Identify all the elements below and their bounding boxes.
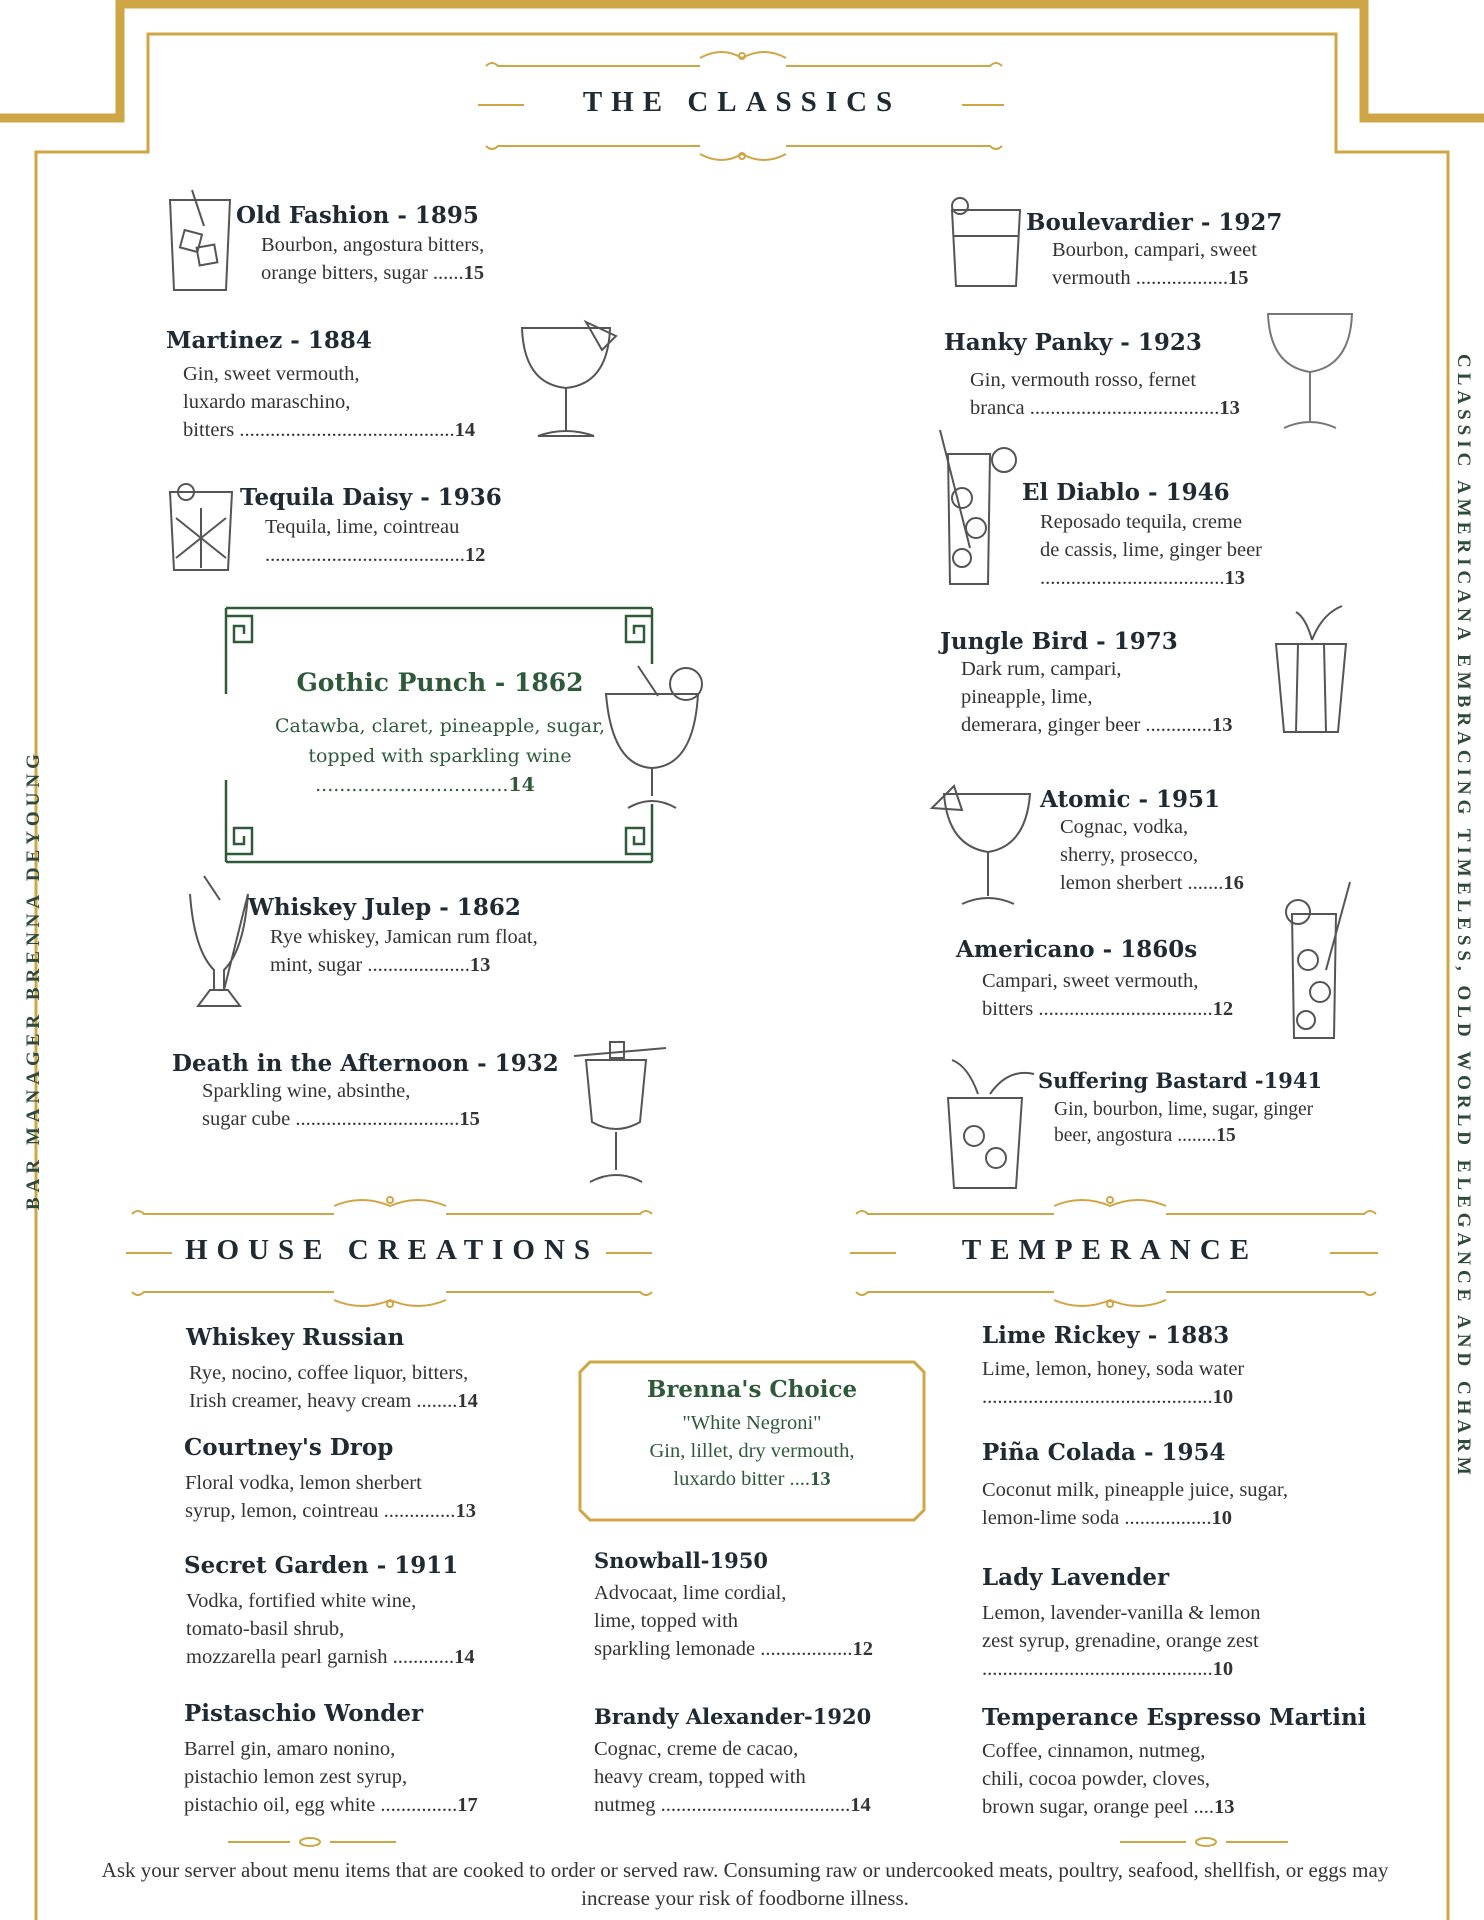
classics-item [944,329,1240,422]
item-year: - 1954 [1135,1439,1226,1466]
item-price: 13 [1214,1796,1235,1818]
item-name: Whiskey Julep [248,894,432,921]
item-price: 12 [1212,998,1234,1020]
item-price: 16 [1223,872,1244,894]
bar-manager-credit: BAR MANAGER BRENNA DEYOUNG [23,749,44,1210]
item-name: Death in the Afternoon [172,1050,470,1077]
house-item [184,1434,476,1525]
item-name: Pistaschio Wonder [184,1700,424,1727]
item-year: - 1932 [469,1050,559,1077]
item-name: Atomic [1040,786,1131,813]
featured-name: Gothic Punch - 1862 [296,668,584,697]
classics-item [248,894,538,979]
cocktail-coupe-icon [928,780,1038,910]
classics-item [172,1050,559,1133]
item-year: - 1973 [1088,628,1178,655]
item-name: Boulevardier [1026,209,1193,236]
item-description: Rye, nocino, coffee liquor, bitters, Irish creamer, heavy cream ........ [189,1362,469,1412]
julep-cup-icon [1268,604,1354,740]
section-title-classics: THE CLASSICS [582,86,902,118]
cut-glass-icon [166,478,236,576]
item-description: Reposado tequila, creme de cassis, lime, ginger beer .................................... [1040,511,1263,589]
item-price: 10 [1212,1386,1234,1408]
footer-disclaimer: Ask your server about menu items that are cooked to order or served raw. Consuming raw or undercooked meats, poultry, seafood, shellfish, or eggs may increase your risk of foodborne illness. [101,1858,1389,1910]
highball-glass-icon [934,428,1020,592]
item-year: - 1895 [389,202,479,229]
item-name: Tequila Daisy [240,484,413,511]
item-price: 14 [850,1794,871,1816]
classics-item [940,628,1233,739]
tagline: CLASSIC AMERICANA EMBRACING TIMELESS, OLD WORLD ELEGANCE AND CHARM [1453,354,1474,1480]
item-description: Lemon, lavender-vanilla & lemon zest syrup, grenadine, orange zest ............................................. [982,1602,1261,1680]
featured-dots: ................................ [315,774,509,796]
item-price: 15 [459,1108,480,1130]
temperance-item [982,1439,1288,1532]
choice-price: 13 [810,1468,831,1490]
item-year: - 1927 [1192,209,1283,236]
champagne-coupe-icon [1262,306,1358,436]
tiki-glass-icon [938,1058,1048,1194]
section-title-house: HOUSE CREATIONS [184,1234,600,1266]
item-name: Jungle Bird [940,628,1089,655]
classics-item [1040,786,1244,897]
house-item [184,1552,475,1671]
item-name: Americano [956,936,1095,963]
classics-item [1026,209,1282,292]
classics-item [236,202,484,287]
item-price: 12 [852,1638,873,1660]
classics-item [166,327,475,444]
item-name: Snowball-1950 [594,1548,768,1573]
item-description: Coffee, cinnamon, nutmeg, chili, cocoa powder, cloves, brown sugar, orange peel .... [982,1740,1215,1818]
featured-description: Catawba, claret, pineapple, sugar, topped with sparkling wine [274,715,606,767]
classics-item [240,484,502,569]
item-description: Bourbon, campari, sweet vermouth .................. [1052,239,1257,289]
item-price: 14 [454,1646,475,1668]
item-name: Old Fashion [236,202,390,229]
item-year: - 1951 [1130,786,1221,813]
item-price: 13 [469,954,491,976]
item-price: 13 [1212,714,1233,736]
item-description: Gin, sweet vermouth, luxardo maraschino, bitters .......................................... [183,363,455,441]
item-description: Gin, vermouth rosso, fernet branca ..................................... [970,369,1220,419]
hurricane-glass-icon [184,870,254,1012]
item-description: Cognac, creme de cacao, heavy cream, topped with nutmeg ..................................... [594,1738,851,1816]
item-description: Vodka, fortified white wine, tomato-basil shrub, mozzarella pearl garnish ............ [186,1590,455,1668]
item-description: Campari, sweet vermouth, bitters .................................. [982,970,1213,1020]
coupe-glass-icon [516,314,626,444]
rocks-glass-icon [164,186,236,296]
item-price: 13 [1224,567,1245,589]
item-price: 17 [457,1794,478,1816]
item-price: 14 [457,1390,478,1412]
choice-item [580,1376,924,1493]
item-description: Dark rum, campari, pineapple, lime, demerara, ginger beer ............. [961,658,1213,736]
item-year: - 1946 [1140,479,1230,506]
choice-name: Brenna's Choice [646,1376,858,1403]
item-price: 10 [1211,1507,1232,1529]
item-name: Lady Lavender [982,1564,1170,1591]
item-year: - 1936 [412,484,502,511]
item-description: Lime, lemon, honey, soda water ............................................. [982,1358,1245,1408]
item-description: Rye whiskey, Jamican rum float, mint, sugar .................... [270,926,538,976]
item-description: Gin, bourbon, lime, sugar, ginger beer, angostura ........ [1054,1099,1314,1146]
featured-item [240,668,640,799]
item-price: 13 [1219,397,1240,419]
choice-subtitle: "White Negroni" [682,1412,822,1434]
temperance-item [982,1564,1261,1683]
item-price: 12 [464,544,486,566]
old-fashioned-glass-icon [946,196,1026,292]
collins-glass-icon [1282,880,1354,1046]
item-description: Floral vodka, lemon sherbert syrup, lemon, cointreau .............. [185,1472,456,1522]
item-description: Advocaat, lime cordial, lime, topped with sparkling lemonade .................. [594,1582,853,1660]
item-price: 14 [454,419,476,441]
item-description: Coconut milk, pineapple juice, sugar, lemon-lime soda ................. [982,1479,1289,1529]
item-year: -1941 [1247,1068,1323,1093]
item-description: Cognac, vodka, sherry, prosecco, lemon sherbert ....... [1060,816,1224,894]
classics-item [956,936,1233,1023]
absinthe-glass-icon [570,1040,670,1190]
item-name: Whiskey Russian [186,1324,405,1351]
item-name: El Diablo [1022,479,1141,506]
item-year: - 1911 [368,1552,459,1579]
house-item [184,1700,478,1819]
item-description: Barrel gin, amaro nonino, pistachio lemon zest syrup, pistachio oil, egg white ............... [184,1738,458,1816]
classics-item [1038,1068,1322,1149]
item-price: 15 [1227,267,1249,289]
item-name: Courtney's Drop [184,1434,394,1461]
item-description: Sparkling wine, absinthe, sugar cube ................................ [202,1080,460,1130]
item-description: Tequila, lime, cointreau ....................................... [265,516,465,566]
item-year: - 1862 [431,894,521,921]
item-name: Brandy Alexander-1920 [594,1704,872,1729]
item-description: Bourbon, angostura bitters, orange bitters, sugar ...... [261,234,485,284]
item-name: Secret Garden [184,1552,369,1579]
item-name: Lime Rickey [982,1322,1140,1349]
item-year: - 1860s [1094,936,1198,963]
featured-price: 14 [508,774,535,796]
house-item [186,1324,478,1415]
item-name: Martinez [166,327,283,354]
item-price: 10 [1212,1658,1234,1680]
house-item [594,1704,871,1819]
item-price: 13 [455,1500,476,1522]
choice-description: Gin, lillet, dry vermouth, luxardo bitter .... [649,1440,855,1490]
house-item [594,1548,873,1663]
item-year: - 1923 [1112,329,1202,356]
classics-item [1022,479,1262,592]
item-name: Piña Colada [982,1439,1136,1466]
item-name: Suffering Bastard [1038,1068,1248,1093]
item-price: 15 [1216,1125,1236,1146]
temperance-item [982,1704,1366,1821]
item-name: Hanky Panky [944,329,1113,356]
item-price: 15 [463,262,485,284]
item-year: - 1884 [282,327,372,354]
item-year: - 1883 [1139,1322,1230,1349]
temperance-item [982,1322,1244,1411]
item-name: Temperance Espresso Martini [982,1704,1367,1731]
section-title-temperance: TEMPERANCE [961,1234,1259,1266]
